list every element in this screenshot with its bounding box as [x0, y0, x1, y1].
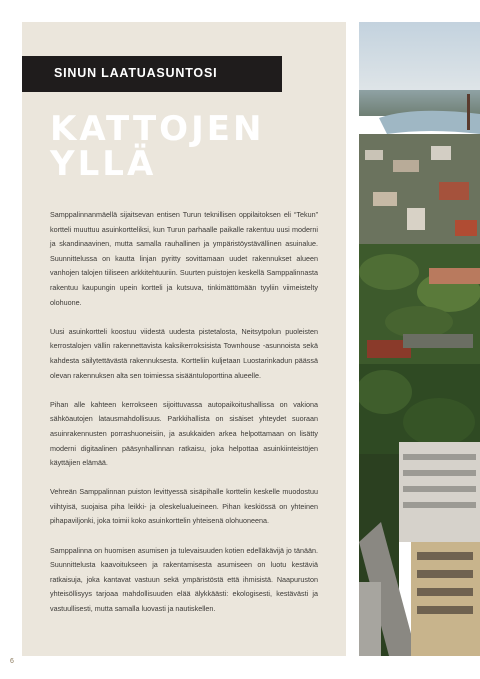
aerial-city-photo — [359, 22, 480, 656]
article-body — [50, 208, 318, 631]
paragraph: Pihan alle kahteen kerrokseen sijoittuvassa autopaikoitushallissa on vakiona sähköautojen latausmahdollisuus. Parkkihallista on sisäiset yhteydet suoraan asuinrakennusten porrashuoneisiin, ja asukkaiden arkea helpottamaan on lisätty moderni digitaalinen pääsynhallinnan ratkaisu, joka helpottaa asuinkiinteistöjen käyttäjien elämää. — [50, 399, 318, 468]
page-headline — [50, 109, 340, 184]
headline-line-2: YLLÄ — [50, 144, 157, 184]
paragraph: Vehreän Samppalinnan puiston levittyessä sisäpihalle korttelin keskelle muodostuu viihtyisä, suojaisa piha leikki- ja oleskelualueineen. Pihan keskiössä on yhteinen pihapaviljonki, joka toimii koko asuinkorttelin yhteisenä olohuoneena. — [50, 487, 318, 526]
page-number: 6 — [10, 658, 14, 665]
headline-line-1: KATTOJEN — [50, 109, 265, 149]
section-banner-label: SINUN LAATUASUNTOSI — [54, 66, 218, 80]
paragraph: Samppalinna on huomisen asumisen ja tulevaisuuden kotien edelläkävijä jo tänään. Suunnittelusta kaavoitukseen ja rakentamisesta asumiseen on luotu kestäviä ratkaisuja, joka kantavat vastuun sekä ympäristöstä että ihmisistä. Naapuruston yhteisöllisyys tarjoaa mahdollisuuden elää älykkäästi: ekologisesti, kestävästi ja vastuullisesti, mutta samalla luovasti ja nautiskellen. — [50, 545, 318, 614]
paragraph: Uusi asuinkortteli koostuu viidestä uudesta pistetalosta, Neitsytpolun puoleisten kerrostalojen vällin rakennettavista kaksikerroksisista Townhouse -asunnoista sekä kahdesta säilytettävästä rakennuksesta. Kortteliin kuljetaan Luostarinkadun päässä olevan rakennuksen alta sen toimiessa sisääntuloporttina alueelle. — [50, 326, 318, 380]
paragraph: Samppalinnanmäellä sijaitsevan entisen Turun teknillisen oppilaitoksen eli “Tekun” kortteli muuttuu asuinkortteliksi, kun Turun parhaalle paikalle rakentuu uusi moderni ja skandinaavinen, mutta samalla rauhallinen ja ympäristöystävällinen asuinalue. Suunnittelussa on kautta linjan pyritty sovittamaan uudet rakennukset alueen vanhojen talojen tiiliseen arkkitehtuuriin. Suurten puistojen keskellä Samppalinnasta rakentuu kaupungin upein kortteli ja kutsuva, tinkimättömään tyyliin viimeistelty olohuone. — [50, 210, 318, 307]
